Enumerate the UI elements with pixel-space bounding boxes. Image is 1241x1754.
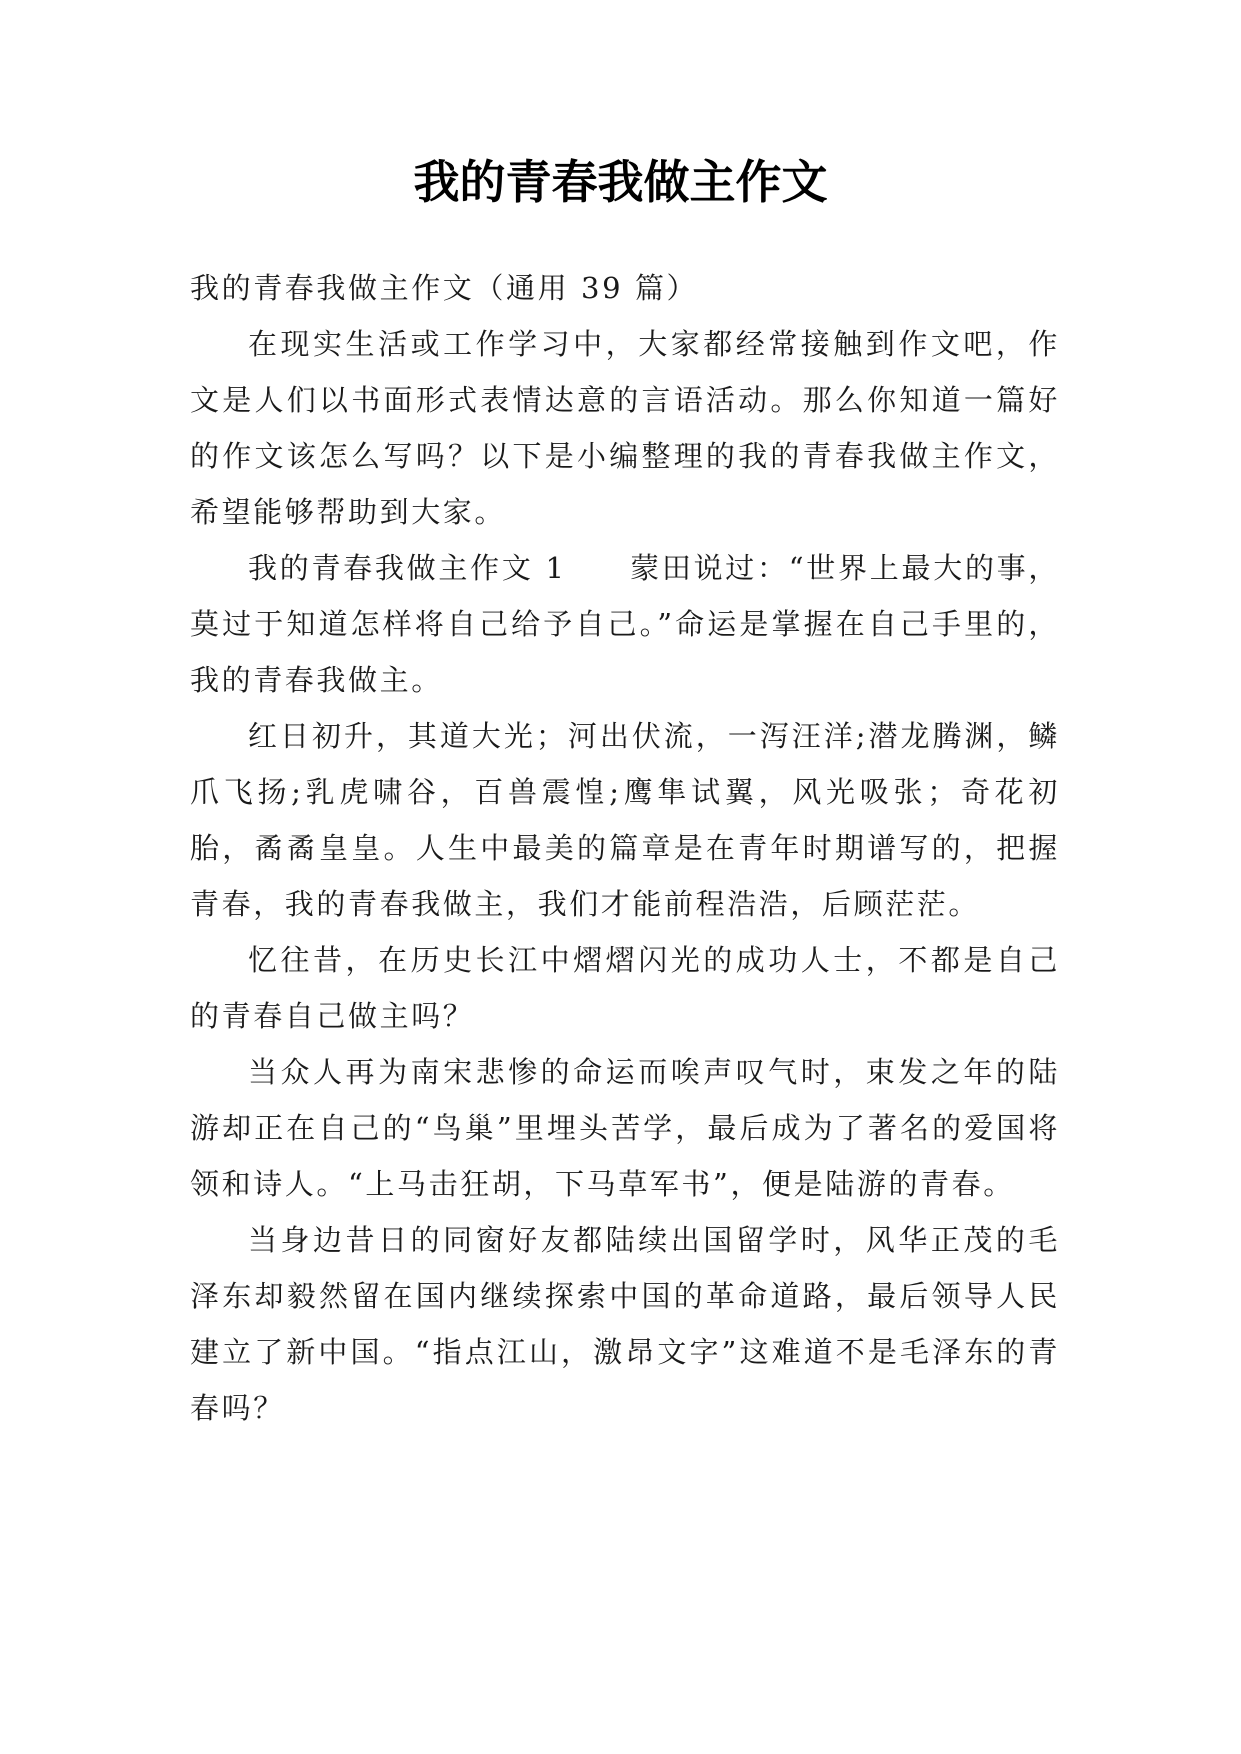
paragraph-essay-1-opening: 我的青春我做主作文 1 蒙田说过：“世界上最大的事，莫过于知道怎样将自己给予自己。”命运是掌握在自己手里的，我的青春我做主。 (190, 551, 1060, 697)
paragraph-intro: 在现实生活或工作学习中，大家都经常接触到作文吧，作文是人们以书面形式表情达意的言语活动。那么你知道一篇好的作文该怎么写吗？以下是小编整理的我的青春我做主作文，希望能够帮助到大家。 (190, 327, 1060, 529)
document-subtitle: 我的青春我做主作文（通用 39 篇） (190, 271, 699, 305)
paragraph-mao-zedong: 当身边昔日的同窗好友都陆续出国留学时，风华正茂的毛泽东却毅然留在国内继续探索中国的革命道路，最后领导人民建立了新中国。“指点江山，激昂文字”这难道不是毛泽东的青春吗？ (190, 1223, 1060, 1425)
document-body (190, 260, 1060, 1436)
document-title: 我的青春我做主作文 (413, 155, 828, 209)
paragraph-red-sun: 红日初升，其道大光；河出伏流，一泻汪洋;潜龙腾渊，鳞爪飞扬;乳虎啸谷，百兽震惶;鹰隼试翼，风光吸张；奇花初胎，矞矞皇皇。人生中最美的篇章是在青年时期谱写的，把握青春，我的青春我做主，我们才能前程浩浩，后顾茫茫。 (190, 719, 1060, 921)
paragraph-recall-past: 忆往昔，在历史长江中熠熠闪光的成功人士，不都是自己的青春自己做主吗？ (190, 943, 1060, 1033)
paragraph-lu-you: 当众人再为南宋悲惨的命运而唉声叹气时，束发之年的陆游却正在自己的“鸟巢”里埋头苦学，最后成为了著名的爱国将领和诗人。“上马击狂胡，下马草军书”，便是陆游的青春。 (190, 1055, 1060, 1201)
